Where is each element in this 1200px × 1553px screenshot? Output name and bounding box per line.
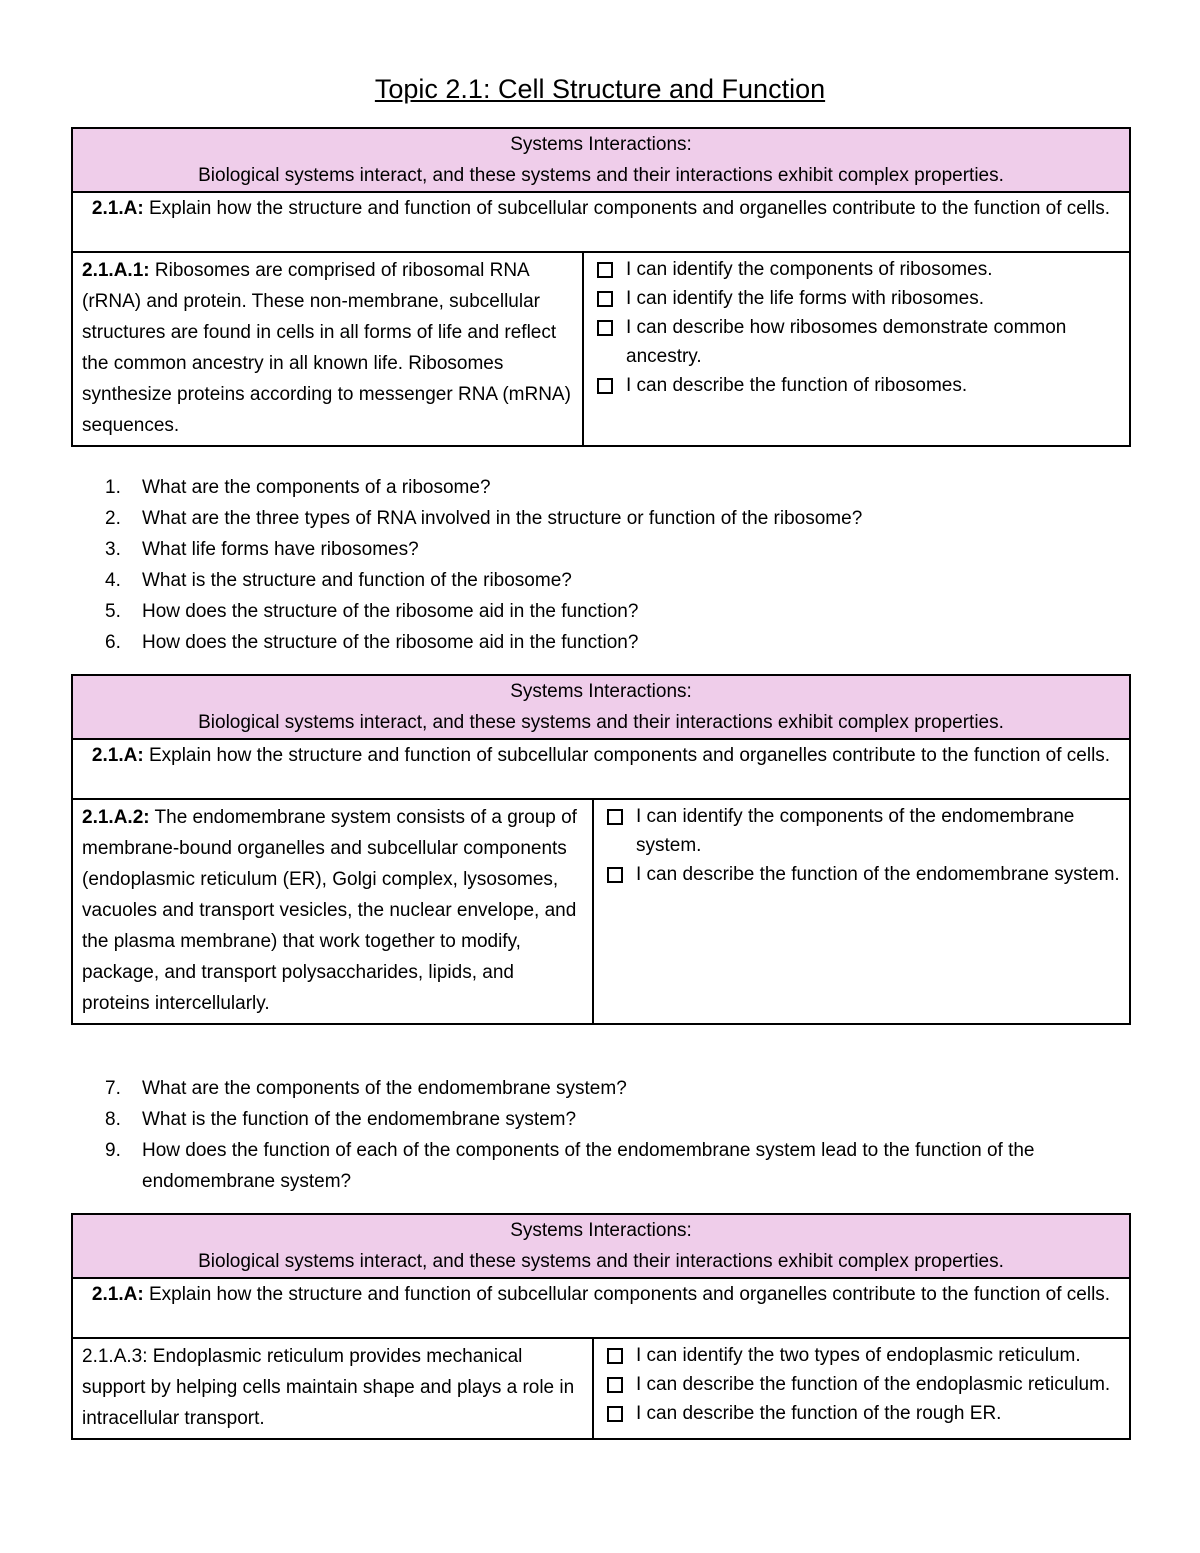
learning-objective	[72, 739, 1130, 799]
checklist	[593, 799, 1130, 1024]
checklist	[593, 1338, 1130, 1439]
list-item: 5. How does the structure of the ribosome aid in the function?	[105, 601, 639, 622]
ek-code: 2.1.A.2:	[82, 807, 150, 828]
checklist-item[interactable]	[593, 371, 1120, 400]
list-item: 8. What is the function of the endomembrane system?	[105, 1109, 577, 1130]
page-title: Topic 2.1: Cell Structure and Function	[374, 74, 826, 104]
checklist-item[interactable]	[603, 1399, 1120, 1428]
checklist-text: I can describe the function of the endomembrane system.	[636, 864, 1120, 885]
checklist-item[interactable]	[603, 1341, 1120, 1370]
checklist-item[interactable]	[593, 313, 1120, 371]
list-item: 9. How does the function of each of the components of the endomembrane system lead to the function of the endomembrane system?	[105, 1140, 1035, 1192]
checklist-item[interactable]	[603, 860, 1120, 889]
header-title: Systems Interactions:	[510, 681, 692, 702]
header-title: Systems Interactions:	[510, 1220, 692, 1241]
header-title: Systems Interactions:	[510, 134, 692, 155]
checklist-text: I can identify the two types of endoplasmic reticulum.	[636, 1345, 1081, 1366]
systems-interactions-header	[72, 1214, 1130, 1278]
checkbox-icon[interactable]	[607, 1377, 623, 1393]
list-item: 2. What are the three types of RNA involved in the structure or function of the ribosome?	[105, 508, 863, 529]
objective-code: 2.1.A:	[91, 745, 144, 766]
checkbox-icon[interactable]	[597, 262, 613, 278]
checkbox-icon[interactable]	[597, 291, 613, 307]
checklist-item[interactable]	[593, 284, 1120, 313]
list-item: 3. What life forms have ribosomes?	[105, 539, 419, 560]
objective-text: Explain how the structure and function of subcellular components and organelles contribute to the function of cells.	[143, 1284, 1111, 1305]
header-text: Biological systems interact, and these systems and their interactions exhibit complex properties.	[198, 165, 1004, 186]
checklist-item[interactable]	[593, 255, 1120, 284]
checklist-text: I can identify the components of ribosomes.	[626, 259, 993, 280]
essential-knowledge	[72, 1338, 593, 1439]
essential-knowledge	[72, 252, 583, 446]
checkbox-icon[interactable]	[607, 1406, 623, 1422]
objective-code: 2.1.A:	[91, 198, 144, 219]
learning-objective	[72, 192, 1130, 252]
checklist-text: I can describe the function of the rough ER.	[636, 1403, 1002, 1424]
header-text: Biological systems interact, and these systems and their interactions exhibit complex properties.	[198, 1251, 1004, 1272]
checkbox-icon[interactable]	[607, 1348, 623, 1364]
ek-code: 2.1.A.1:	[82, 260, 150, 281]
question-list-1	[105, 472, 1145, 658]
essential-knowledge	[72, 799, 593, 1024]
list-item: 7. What are the components of the endomembrane system?	[105, 1078, 627, 1099]
checklist-text: I can describe the function of the endoplasmic reticulum.	[636, 1374, 1111, 1395]
systems-interactions-header	[72, 675, 1130, 739]
standards-table-3	[71, 1213, 1131, 1440]
ek-text: Ribosomes are comprised of ribosomal RNA (rRNA) and protein. These non-membrane, subcellular structures are found in cells in all forms of life and reflect the common ancestry in all known life. Ribosomes synthesize proteins according to messenger RNA (mRNA) sequences.	[82, 260, 571, 436]
ek-text: Endoplasmic reticulum provides mechanical support by helping cells maintain shape and plays a role in intracellular transport.	[82, 1346, 575, 1429]
checkbox-icon[interactable]	[607, 809, 623, 825]
checkbox-icon[interactable]	[597, 378, 613, 394]
ek-code: 2.1.A.3:	[82, 1346, 148, 1367]
checklist-item[interactable]	[603, 802, 1120, 860]
checklist-text: I can identify the components of the endomembrane system.	[636, 806, 1075, 856]
learning-objective	[72, 1278, 1130, 1338]
objective-text: Explain how the structure and function of subcellular components and organelles contribute to the function of cells.	[143, 745, 1111, 766]
checkbox-icon[interactable]	[597, 320, 613, 336]
standards-table-1	[71, 127, 1131, 447]
ek-text: The endomembrane system consists of a group of membrane-bound organelles and subcellular components (endoplasmic reticulum (ER), Golgi complex, lysosomes, vacuoles and transport vesicles, the nuclear envelope, and the plasma membrane) that work together to modify, package, and transport polysaccharides, lipids, and proteins intercellularly.	[82, 807, 577, 1014]
header-text: Biological systems interact, and these systems and their interactions exhibit complex properties.	[198, 712, 1004, 733]
checklist-text: I can identify the life forms with ribosomes.	[626, 288, 984, 309]
objective-code: 2.1.A:	[91, 1284, 144, 1305]
standards-table-2	[71, 674, 1131, 1025]
list-item: 4. What is the structure and function of the ribosome?	[105, 570, 572, 591]
checklist-text: I can describe the function of ribosomes.	[626, 375, 968, 396]
objective-text: Explain how the structure and function of subcellular components and organelles contribute to the function of cells.	[143, 198, 1111, 219]
checklist-item[interactable]	[603, 1370, 1120, 1399]
checklist	[583, 252, 1130, 446]
checkbox-icon[interactable]	[607, 867, 623, 883]
systems-interactions-header	[72, 128, 1130, 192]
list-item: 6. How does the structure of the ribosome aid in the function?	[105, 632, 639, 653]
list-item: 1. What are the components of a ribosome?	[105, 477, 491, 498]
question-list-2	[105, 1073, 1145, 1197]
checklist-text: I can describe how ribosomes demonstrate common ancestry.	[626, 317, 1067, 367]
